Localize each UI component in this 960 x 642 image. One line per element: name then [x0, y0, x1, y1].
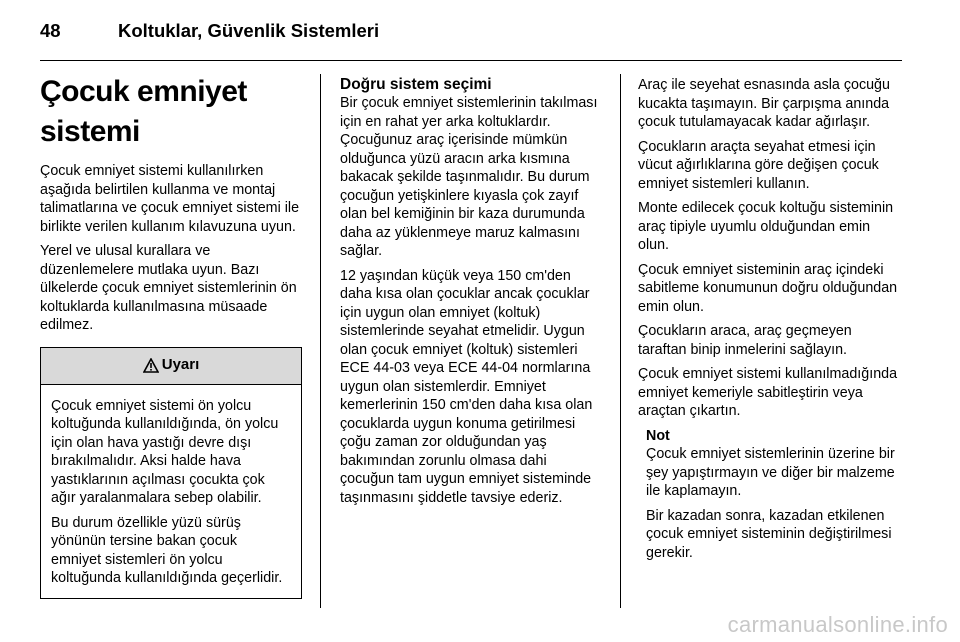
col2-paragraph-2: 12 yaşından küçük veya 150 cm'den daha kısa olan çocuklar ancak çocuklar için uygun olan emniyet (koltuk) sistemlerinde seyahat etmelidir. Uygun olan çocuk emniyet (koltuk) sistemleri ECE 44-03 veya ECE 44-04 normlarına uygun olan sistemlerdir. Emniyet kemerlerinin 150 cm'den daha kısa olan çocuklarda uygun konuma getirilmesi çoğu zaman zor olduğundan yaş bakımından zorunlu olmasa dahi çocuğun tam uygun emniyet sisteminde taşınmasını şiddetle tavsiye ederiz. [340, 267, 593, 506]
section-subtitle: Doğru sistem seçimi [340, 76, 492, 93]
section-title: Koltuklar, Güvenlik Sistemleri [118, 20, 380, 41]
note-block [638, 427, 902, 563]
note-title: Not [646, 427, 670, 444]
warning-paragraph-2: Bu durum özellikle yüzü sürüş yönünün tersine bakan çocuk emniyet sistemleri ön yolcu koltuğunda kullanıldığında geçerlidir. [51, 514, 283, 586]
warning-label: Uyarı [161, 356, 200, 374]
watermark: carmanualsonline.info [727, 612, 948, 637]
column-3 [638, 76, 902, 568]
warning-header [41, 348, 301, 385]
col1-paragraph-1: Çocuk emniyet sistemi kullanılırken aşağıda belirtilen kullanma ve montaj talimatlarına ve çocuk emniyet sistemi ile birlikte verilen kullanım kılavuzuna uyun. [40, 163, 300, 235]
column-1 [40, 66, 302, 599]
column-divider-2 [620, 74, 621, 608]
col3-paragraph-1: Araç ile seyehat esnasında asla çocuğu kucakta taşımayın. Bir çarpışma anında çocuk tutulamayacak kadar ağırlaşır. [638, 77, 890, 130]
note-paragraph-2: Bir kazadan sonra, kazadan etkilenen çocuk emniyet sisteminin değiştirilmesi gerekir. [646, 507, 892, 561]
column-divider-1 [320, 74, 321, 608]
header-rule [40, 60, 902, 61]
column-2 [340, 76, 604, 513]
warning-box [40, 347, 302, 599]
warning-triangle-icon [143, 358, 159, 373]
note-paragraph-1: Çocuk emniyet sistemlerinin üzerine bir şey yapıştırmayın ve diğer bir malzeme ile kaplamayın. [646, 446, 895, 499]
col3-paragraph-4: Çocuk emniyet sisteminin araç içindeki sabitleme konumunun doğru olduğundan emin olun. [638, 261, 898, 315]
col2-paragraph-1: Bir çocuk emniyet sistemlerinin takılması için en rahat yer arka koltuklardır. Çocuğunuz araç içerisinde mümkün olduğunca yüzü aracın arka kısmına bakacak şekilde taşınmalıdır. Bu durum çocuğun yetişkinlere kıyasla çok zayıf olan bel kemiğinin bir kaza durumunda daha az yüklenmeye maruz kalmasını sağlar. [340, 95, 598, 259]
page-header [40, 17, 379, 45]
warning-paragraph-1: Çocuk emniyet sistemi ön yolcu koltuğunda kullanıldığında, ön yolcu için olan hava yastığı devre dışı bırakılmalıdır. Aksi halde hava yastıklarının açılması çocukta çok ağır yaralanmalara sebep olabilir. [51, 397, 279, 506]
col1-paragraph-2: Yerel ve ulusal kurallara ve düzenlemelere mutlaka uyun. Bazı ülkelerde çocuk emniyet sistemlerinin ön koltuklarda kullanılmasına müsaade edilmez. [40, 243, 297, 333]
col3-paragraph-2: Çocukların araçta seyahat etmesi için vücut ağırlıklarına göre değişen çocuk emniyet sistemleri kullanın. [638, 138, 879, 192]
page-title: Çocuk emniyet sistemi [40, 75, 247, 148]
page-number: 48 [40, 20, 61, 41]
warning-body [41, 385, 301, 598]
col3-paragraph-3: Monte edilecek çocuk koltuğu sisteminin araç tipiyle uyumlu olduğundan emin olun. [638, 200, 894, 253]
col3-paragraph-6: Çocuk emniyet sistemi kullanılmadığında emniyet kemeriyle sabitleştirin veya araçtan çıkartın. [638, 366, 898, 419]
col3-paragraph-5: Çocukların araca, araç geçmeyen taraftan binip inmelerini sağlayın. [638, 323, 852, 358]
